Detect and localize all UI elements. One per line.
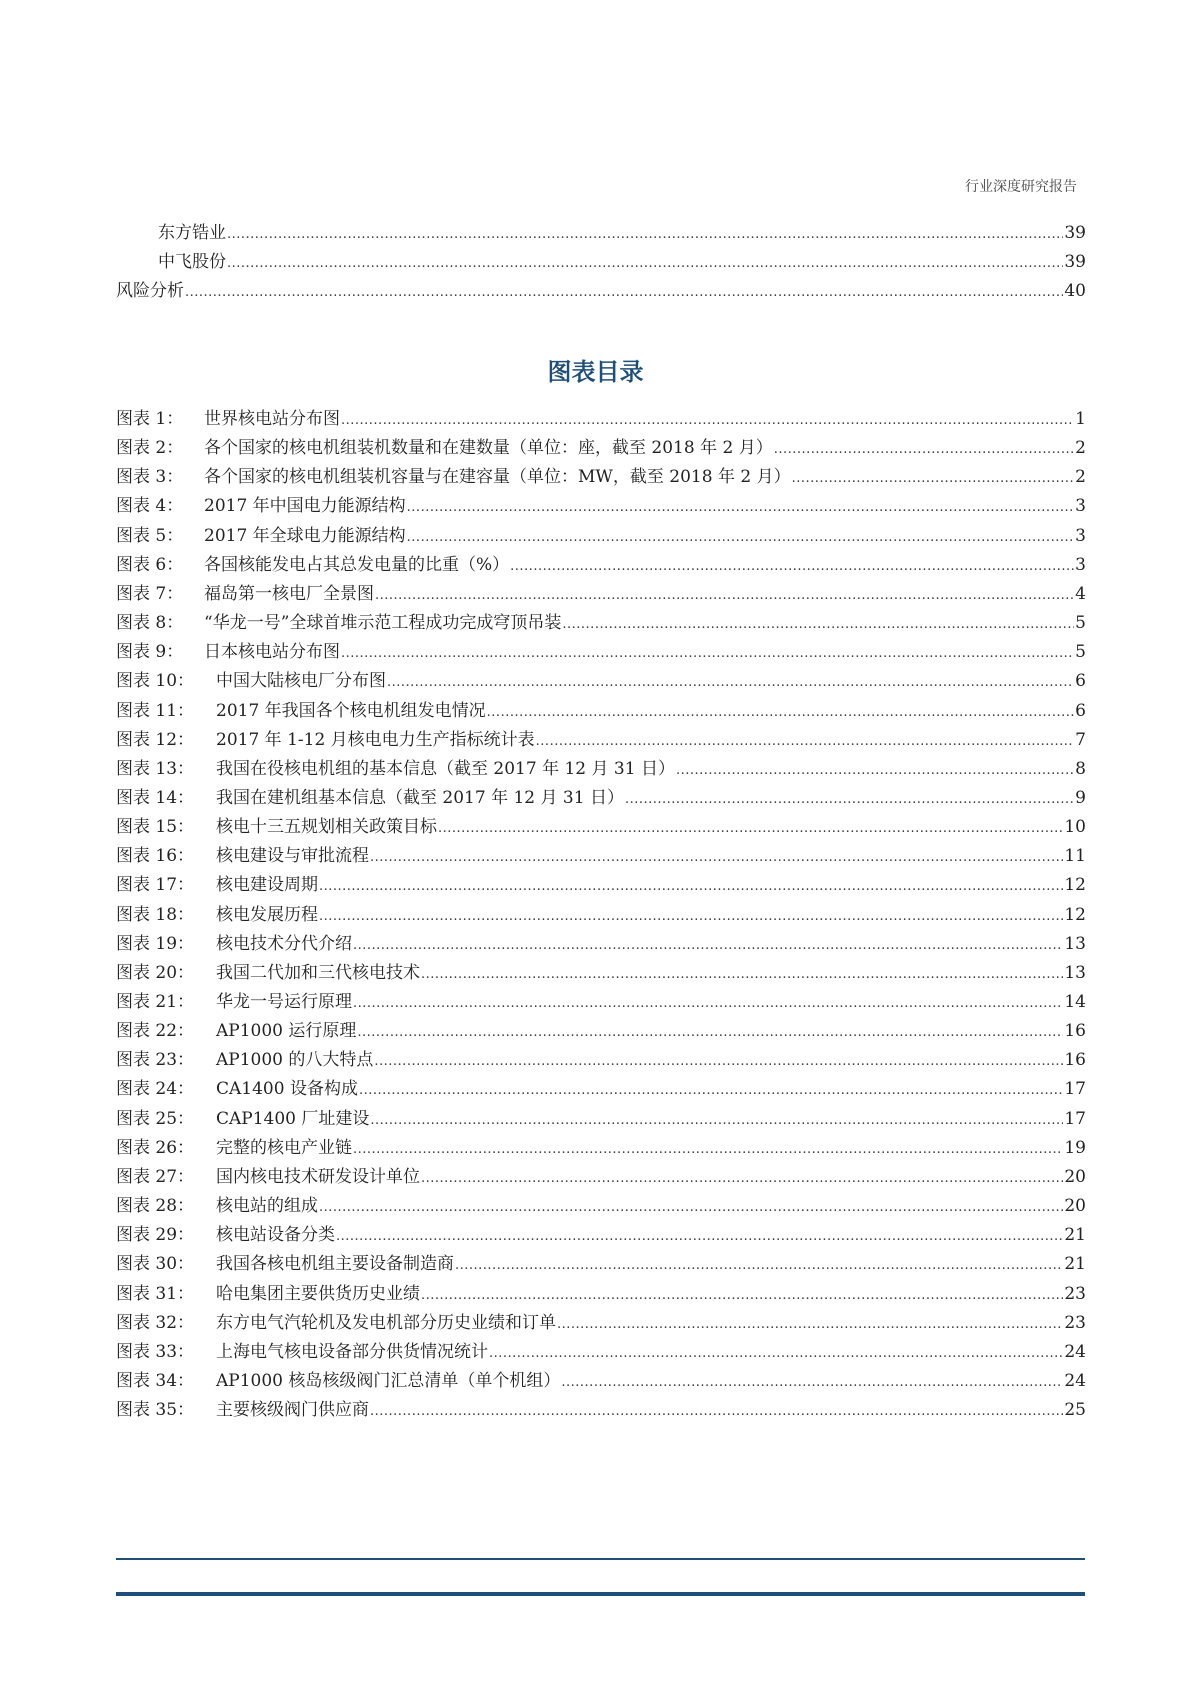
figure-entry-page: 2	[1075, 467, 1086, 488]
dot-leader	[353, 993, 1063, 1015]
figure-entry-title: AP1000 核岛核级阀门汇总清单（单个机组）	[216, 1370, 561, 1391]
figure-entry-page: 25	[1064, 1400, 1086, 1421]
dot-leader	[625, 789, 1074, 811]
figure-entry-page: 7	[1075, 729, 1086, 750]
toc-entry-page: 39	[1064, 223, 1086, 243]
figure-entry-title: 日本核电站分布图	[204, 642, 340, 663]
figure-entry-prefix: 图表 6：	[116, 554, 184, 575]
figure-entry-title: 我国在建机组基本信息（截至 2017 年 12 月 31 日）	[216, 788, 624, 808]
figure-entry-prefix: 图表 15：	[116, 817, 195, 838]
figure-entry[interactable]	[116, 1020, 1086, 1042]
figure-entry[interactable]	[116, 1253, 1086, 1275]
toc-entry-text: 风险分析	[116, 281, 184, 301]
figure-entry-prefix: 图表 1：	[116, 409, 184, 429]
dot-leader	[227, 253, 1063, 275]
toc-entry-page: 39	[1064, 252, 1086, 272]
figure-entry[interactable]	[116, 641, 1086, 663]
figure-entry-title: 福岛第一核电厂全景图	[204, 583, 374, 604]
figure-entry-prefix: 图表 9：	[116, 642, 184, 663]
figure-entry-page: 13	[1064, 962, 1086, 983]
figure-entry-prefix: 图表 2：	[116, 438, 184, 459]
figure-entry-page: 21	[1064, 1254, 1086, 1275]
dot-leader	[421, 964, 1063, 986]
figure-entry[interactable]	[116, 904, 1086, 926]
dot-leader	[370, 1110, 1063, 1132]
header-label: 行业深度研究报告	[965, 179, 1077, 195]
figure-entry-title: CAP1400 厂址建设	[216, 1108, 370, 1129]
dot-leader	[455, 1255, 1063, 1277]
figure-entry-page: 10	[1064, 817, 1086, 838]
figure-entry-prefix: 图表 23：	[116, 1050, 195, 1071]
figure-entry-page: 1	[1075, 409, 1086, 429]
figure-entry-page: 16	[1064, 1021, 1086, 1042]
figure-entry-page: 3	[1075, 496, 1086, 517]
figure-entry-prefix: 图表 12：	[116, 729, 195, 750]
dot-leader	[319, 876, 1063, 898]
figure-entry-prefix: 图表 4：	[116, 496, 184, 517]
figure-entry-title: 中国大陆核电厂分布图	[216, 671, 386, 692]
dot-leader	[370, 847, 1063, 869]
figure-entry[interactable]	[116, 525, 1086, 547]
figure-entry-prefix: 图表 3：	[116, 467, 184, 488]
figure-entry-title: 东方电气汽轮机及发电机部分历史业绩和订单	[216, 1312, 556, 1333]
figure-entry-prefix: 图表 30：	[116, 1254, 195, 1275]
figure-entry-prefix: 图表 25：	[116, 1108, 195, 1129]
figure-entry-prefix: 图表 13：	[116, 758, 195, 779]
figure-entry-page: 5	[1075, 642, 1086, 663]
figure-entry-title: 我国各核电机组主要设备制造商	[216, 1254, 454, 1275]
dot-leader	[676, 760, 1074, 782]
figure-entry[interactable]	[116, 1312, 1086, 1334]
figure-entry-prefix: 图表 31：	[116, 1283, 195, 1304]
dot-leader	[370, 1401, 1063, 1423]
figure-entry-prefix: 图表 27：	[116, 1166, 195, 1187]
figure-entry[interactable]	[116, 466, 1086, 488]
figure-entry-prefix: 图表 20：	[116, 962, 195, 983]
figure-entry-title: 我国二代加和三代核电技术	[216, 962, 420, 983]
toc-entry-page: 40	[1064, 281, 1086, 301]
figure-entry-title: 各国核能发电占其总发电量的比重（%）	[204, 554, 510, 575]
figure-entry-prefix: 图表 33：	[116, 1341, 195, 1362]
toc-entry[interactable]	[116, 280, 1086, 302]
dot-leader	[374, 1051, 1063, 1073]
dot-leader	[421, 1168, 1063, 1190]
figure-entry-page: 3	[1075, 554, 1086, 575]
figure-entry[interactable]	[116, 874, 1086, 896]
figure-entry-page: 20	[1064, 1196, 1086, 1216]
figure-entry-page: 6	[1075, 671, 1086, 692]
figure-entry-title: 核电站的组成	[216, 1196, 318, 1216]
footer-rule-thin	[116, 1558, 1085, 1560]
figure-entry-title: 2017 年中国电力能源结构	[204, 496, 406, 517]
figure-entry-page: 19	[1064, 1137, 1086, 1158]
figure-entry[interactable]	[116, 554, 1086, 576]
figure-entry-page: 6	[1075, 700, 1086, 721]
figure-entry[interactable]	[116, 437, 1086, 459]
figure-entry[interactable]	[116, 1137, 1086, 1159]
figure-entry[interactable]	[116, 1166, 1086, 1188]
dot-leader	[407, 497, 1075, 519]
figure-entry-page: 24	[1064, 1341, 1086, 1362]
figure-entry-prefix: 图表 7：	[116, 583, 184, 604]
figure-entry[interactable]	[116, 845, 1086, 867]
figure-entry[interactable]	[116, 1224, 1086, 1246]
figure-entry[interactable]	[116, 729, 1086, 751]
dot-leader	[557, 1314, 1063, 1336]
dot-leader	[562, 614, 1074, 636]
figure-entry-title: “华龙一号”全球首堆示范工程成功完成穹顶吊装	[204, 613, 562, 633]
dot-leader	[536, 731, 1075, 753]
figure-entry-page: 11	[1064, 846, 1086, 867]
figure-entry-prefix: 图表 5：	[116, 525, 184, 546]
figure-entry-page: 12	[1064, 904, 1086, 925]
figure-entry[interactable]	[116, 1370, 1086, 1392]
toc-entry-text: 中飞股份	[158, 252, 226, 272]
figure-entry[interactable]	[116, 933, 1086, 955]
figure-entry-page: 16	[1064, 1050, 1086, 1071]
figure-entry[interactable]	[116, 583, 1086, 605]
figure-entry-prefix: 图表 17：	[116, 875, 195, 896]
dot-leader	[319, 1197, 1063, 1219]
figure-entry-prefix: 图表 11：	[116, 700, 195, 721]
figure-entry[interactable]	[116, 1078, 1086, 1100]
dot-leader	[561, 1372, 1063, 1394]
dot-leader	[489, 1343, 1063, 1365]
toc-entry[interactable]	[158, 222, 1086, 244]
figure-entry[interactable]	[116, 816, 1086, 838]
figure-entry-prefix: 图表 34：	[116, 1370, 195, 1391]
figure-entry-title: 核电建设与审批流程	[216, 846, 369, 867]
figure-entry-prefix: 图表 32：	[116, 1312, 195, 1333]
dot-leader	[407, 527, 1075, 549]
figure-entry-prefix: 图表 29：	[116, 1225, 195, 1246]
figure-entry-prefix: 图表 8：	[116, 613, 184, 633]
figure-entry-title: 我国在役核电机组的基本信息（截至 2017 年 12 月 31 日）	[216, 758, 675, 779]
figure-entry-title: 完整的核电产业链	[216, 1137, 352, 1158]
figure-entry-title: 哈电集团主要供货历史业绩	[216, 1283, 420, 1304]
figure-entry-title: 上海电气核电设备部分供货情况统计	[216, 1341, 488, 1362]
figure-entry-page: 4	[1075, 583, 1086, 604]
footer-rule-thick	[116, 1592, 1085, 1596]
figure-entry-title: 核电站设备分类	[216, 1225, 335, 1246]
figure-entry[interactable]	[116, 1283, 1086, 1305]
dot-leader	[774, 439, 1074, 461]
figure-entry-title: CA1400 设备构成	[216, 1079, 358, 1100]
dot-leader	[353, 1139, 1063, 1161]
figure-entry-prefix: 图表 22：	[116, 1021, 195, 1042]
dot-leader	[319, 906, 1063, 928]
figure-entry-title: 主要核级阀门供应商	[216, 1400, 369, 1421]
figure-entry[interactable]	[116, 700, 1086, 722]
figure-entry[interactable]	[116, 962, 1086, 984]
figure-entry-title: 2017 年我国各个核电机组发电情况	[216, 700, 486, 721]
dot-leader	[792, 468, 1075, 490]
figure-entry[interactable]	[116, 408, 1086, 430]
figure-entry-title: 核电建设周期	[216, 875, 318, 896]
figure-entry-page: 13	[1064, 933, 1086, 954]
figure-entry[interactable]	[116, 1195, 1086, 1217]
dot-leader	[421, 1285, 1063, 1307]
figure-entry-title: AP1000 运行原理	[216, 1021, 357, 1042]
figure-entry-prefix: 图表 10：	[116, 671, 195, 692]
figure-entry[interactable]	[116, 495, 1086, 517]
dot-leader	[375, 585, 1074, 607]
figure-entry-page: 9	[1075, 788, 1086, 808]
figure-entry-prefix: 图表 24：	[116, 1079, 195, 1100]
figure-entry-page: 23	[1064, 1283, 1086, 1304]
figure-entry-page: 24	[1064, 1370, 1086, 1391]
figure-entry[interactable]	[116, 1399, 1086, 1421]
dot-leader	[487, 702, 1075, 724]
figure-entry-title: 各个国家的核电机组装机容量与在建容量（单位：MW，截至 2018 年 2 月）	[204, 467, 791, 488]
figure-entry-page: 3	[1075, 525, 1086, 546]
figure-entry-title: 2017 年 1-12 月核电电力生产指标统计表	[216, 729, 535, 750]
figures-title: 图表目录	[547, 358, 644, 386]
figure-entry-page: 17	[1064, 1108, 1086, 1129]
figure-entry-page: 14	[1064, 992, 1086, 1012]
toc-entry-text: 东方锆业	[158, 223, 226, 243]
figure-entry-page: 12	[1064, 875, 1086, 896]
figure-entry-prefix: 图表 14：	[116, 788, 195, 808]
figure-entry-prefix: 图表 28：	[116, 1196, 195, 1216]
figure-entry-prefix: 图表 18：	[116, 904, 195, 925]
dot-leader	[387, 672, 1074, 694]
figure-entry-page: 8	[1075, 758, 1086, 779]
figure-entry[interactable]	[116, 787, 1086, 809]
figure-entry[interactable]	[116, 1108, 1086, 1130]
figure-entry[interactable]	[116, 1049, 1086, 1071]
dot-leader	[357, 1022, 1063, 1044]
figure-entry-title: 国内核电技术研发设计单位	[216, 1166, 420, 1187]
figure-entry-prefix: 图表 26：	[116, 1137, 195, 1158]
figure-entry-page: 23	[1064, 1312, 1086, 1333]
figure-entry-page: 5	[1075, 613, 1086, 633]
figure-entry[interactable]	[116, 758, 1086, 780]
dot-leader	[359, 1080, 1063, 1102]
figure-entry-page: 21	[1064, 1225, 1086, 1246]
figure-entry-prefix: 图表 16：	[116, 846, 195, 867]
figure-entry-title: 2017 年全球电力能源结构	[204, 525, 406, 546]
figure-entry-page: 17	[1064, 1079, 1086, 1100]
figure-entry-prefix: 图表 19：	[116, 933, 195, 954]
toc-entry[interactable]	[158, 251, 1086, 273]
dot-leader	[353, 935, 1063, 957]
dot-leader	[336, 1226, 1063, 1248]
figure-entry[interactable]	[116, 612, 1086, 634]
figure-entry-title: 核电发展历程	[216, 904, 318, 925]
figure-entry-title: AP1000 的八大特点	[216, 1050, 374, 1071]
figure-entry-title: 华龙一号运行原理	[216, 992, 352, 1012]
dot-leader	[185, 282, 1063, 304]
figure-entry-prefix: 图表 35：	[116, 1400, 195, 1421]
figure-entry-title: 核电十三五规划相关政策目标	[216, 817, 437, 838]
figure-entry[interactable]	[116, 1341, 1086, 1363]
figure-entry-title: 各个国家的核电机组装机数量和在建数量（单位：座，截至 2018 年 2 月）	[204, 438, 773, 459]
figure-entry[interactable]	[116, 670, 1086, 692]
figure-entry-title: 世界核电站分布图	[204, 409, 340, 429]
dot-leader	[227, 224, 1063, 246]
figure-entry-prefix: 图表 21：	[116, 992, 195, 1012]
dot-leader	[438, 818, 1063, 840]
dot-leader	[341, 643, 1074, 665]
figure-entry[interactable]	[116, 991, 1086, 1013]
dot-leader	[341, 410, 1074, 432]
figure-entry-title: 核电技术分代介绍	[216, 933, 352, 954]
figure-entry-page: 20	[1064, 1166, 1086, 1187]
figure-entry-page: 2	[1075, 438, 1086, 459]
dot-leader	[510, 556, 1074, 578]
